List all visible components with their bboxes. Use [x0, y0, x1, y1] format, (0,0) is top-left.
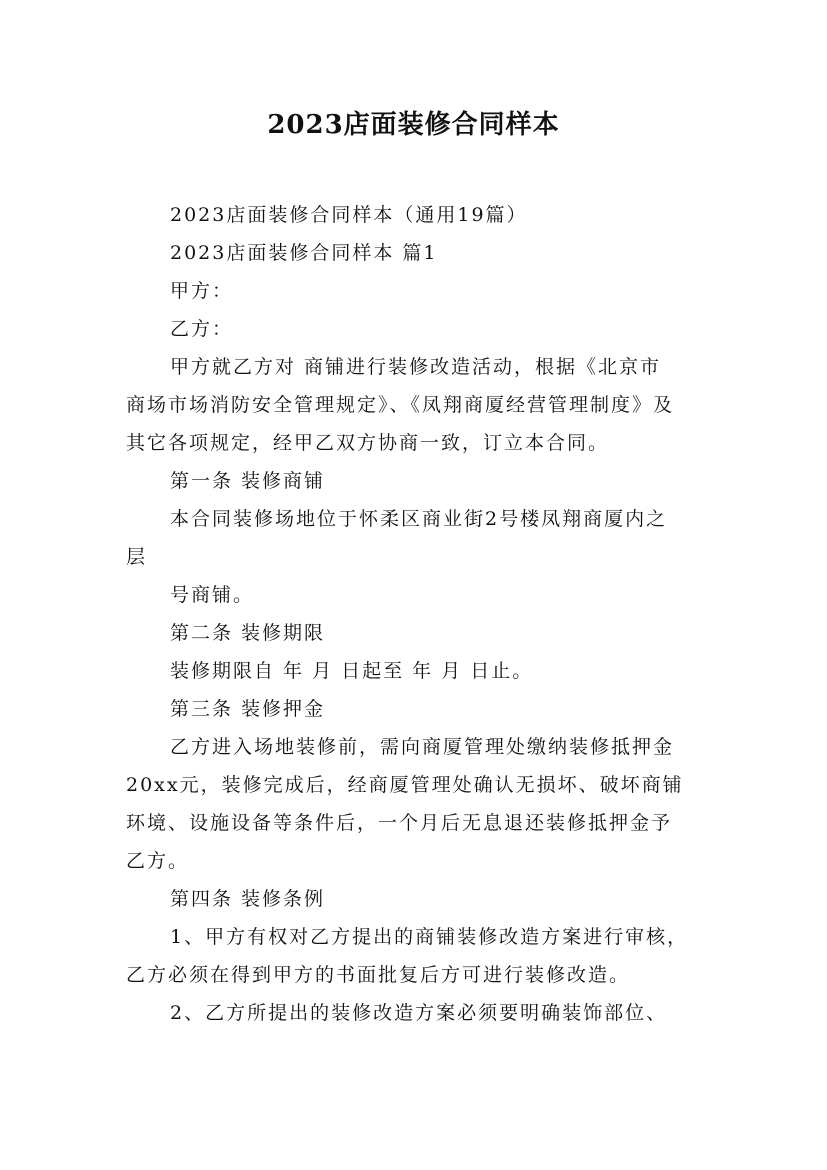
- document-title: 2023店面装修合同样本: [267, 110, 560, 140]
- document-body: [126, 196, 706, 1032]
- text-line: 其它各项规定，经甲乙双方协商一致，订立本合同。: [126, 432, 610, 454]
- text-line: 2023店面装修合同样本（通用19篇）: [170, 204, 528, 226]
- text-line: 号商铺。: [170, 584, 255, 606]
- text-line: 本合同装修场地位于怀柔区商业街2号楼凤翔商厦内之: [170, 508, 668, 530]
- text-line: 2、乙方所提出的装修改造方案必须要明确装饰部位、: [170, 1002, 668, 1024]
- section-heading: 第四条 装修条例: [170, 888, 326, 910]
- text-line: 20xx元，装修完成后，经商厦管理处确认无损坏、破坏商铺: [126, 774, 684, 796]
- text-line: 装修期限自 年 月 日起至 年 月 日止。: [170, 660, 534, 682]
- text-line: 甲方：: [170, 280, 234, 302]
- text-line: 甲方就乙方对 商铺进行装修改造活动，根据《北京市: [170, 356, 662, 378]
- text-line: 2023店面装修合同样本 篇1: [170, 242, 438, 264]
- section-heading: 第一条 装修商铺: [170, 470, 326, 492]
- text-line: 乙方。: [126, 850, 190, 872]
- text-line: 商场市场消防安全管理规定》、《凤翔商厦经营管理制度》及: [126, 394, 675, 416]
- section-heading: 第三条 装修押金: [170, 698, 326, 720]
- text-line: 乙方必须在得到甲方的书面批复后方可进行装修改造。: [126, 964, 631, 986]
- text-line: 环境、设施设备等条件后，一个月后无息退还装修抵押金予: [126, 812, 673, 834]
- text-line: 乙方进入场地装修前，需向商厦管理处缴纳装修抵押金: [170, 736, 675, 758]
- text-line: 1、甲方有权对乙方提出的商铺装修改造方案进行审核，: [170, 926, 689, 948]
- section-heading: 第二条 装修期限: [170, 622, 326, 644]
- text-line: 层: [126, 546, 148, 568]
- text-line: 乙方：: [170, 318, 234, 340]
